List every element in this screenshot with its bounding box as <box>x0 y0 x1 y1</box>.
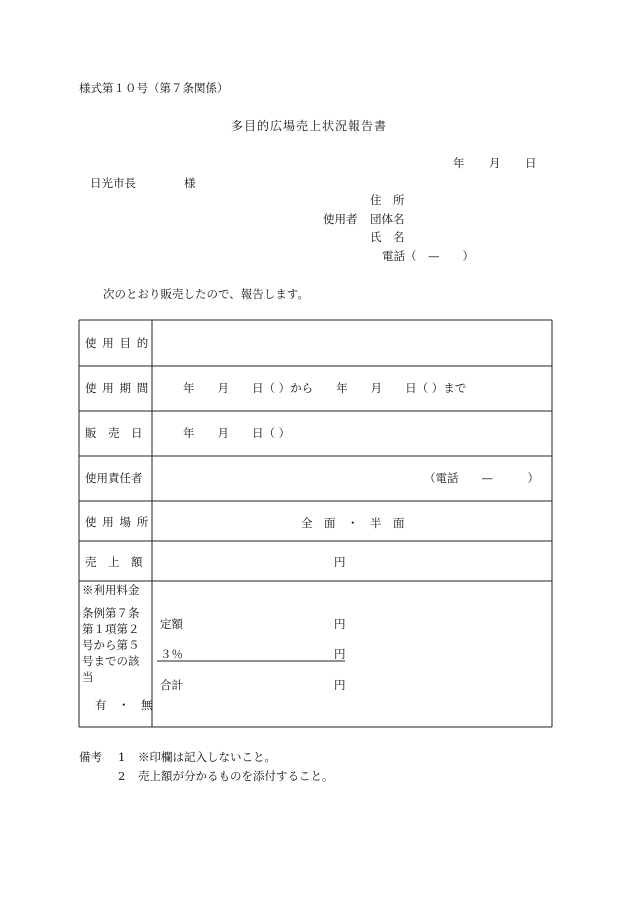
fee-note-line: 第１項第２ <box>82 622 140 636</box>
fee-note-line: 号までの該 <box>82 654 140 668</box>
date-day: 日 <box>525 156 537 170</box>
date-year: 年 <box>453 156 465 170</box>
form-number: 様式第１０号（第７条関係） <box>79 81 229 95</box>
percent-label: ３％ <box>160 647 183 661</box>
fee-note-line: 当 <box>82 670 94 684</box>
remark-text: ※印欄は記入しないこと。 <box>138 750 276 764</box>
fee-label: ※利用料金 <box>82 583 140 597</box>
remark-text: 売上額が分かるものを添付すること。 <box>138 769 334 783</box>
purpose-label: 使用目的 <box>85 336 154 350</box>
date-month: 月 <box>489 156 501 170</box>
total-label: 合計 <box>160 678 183 692</box>
fixed-unit: 円 <box>334 617 346 631</box>
sale-day-value: 年 月 日（ ） <box>183 426 291 440</box>
fee-note-line: 条例第７条 <box>82 606 140 620</box>
addressee-name: 日光市長 <box>90 176 136 190</box>
responsible-phone: （電話 — ） <box>424 471 539 485</box>
period-label: 使用期間 <box>85 381 154 395</box>
place-label: 使用場所 <box>85 515 154 529</box>
period-value: 年 月 日（ ）から 年 月 日（ ）まで <box>183 381 467 395</box>
sale-day-label: 販 売 日 <box>85 426 143 440</box>
remark-number: 1 <box>118 750 126 764</box>
fee-note-line: 号から第５ <box>82 638 140 652</box>
addressee-honorific: 様 <box>184 176 196 190</box>
applicant-group-label: 使用者 <box>323 212 358 226</box>
phone-label: 電話（ — ） <box>382 249 474 263</box>
percent-unit: 円 <box>334 647 346 661</box>
sales-label: 売 上 額 <box>85 555 143 569</box>
name-label: 氏 名 <box>370 230 405 244</box>
page-title: 多目的広場売上状況報告書 <box>231 119 388 133</box>
fixed-label: 定額 <box>160 617 183 631</box>
fee-yes-no: 有 ・ 無 <box>95 698 153 712</box>
total-unit: 円 <box>334 678 346 692</box>
responsible-label: 使用責任者 <box>85 471 143 485</box>
intro-text: 次のとおり販売したので、報告します。 <box>103 287 309 301</box>
sales-unit: 円 <box>334 555 346 569</box>
place-value: 全 面 ・ 半 面 <box>301 516 405 530</box>
address-label: 住 所 <box>370 193 405 207</box>
remarks-label: 備考 <box>79 750 102 764</box>
org-label: 団体名 <box>370 212 405 226</box>
remark-number: 2 <box>118 769 126 783</box>
